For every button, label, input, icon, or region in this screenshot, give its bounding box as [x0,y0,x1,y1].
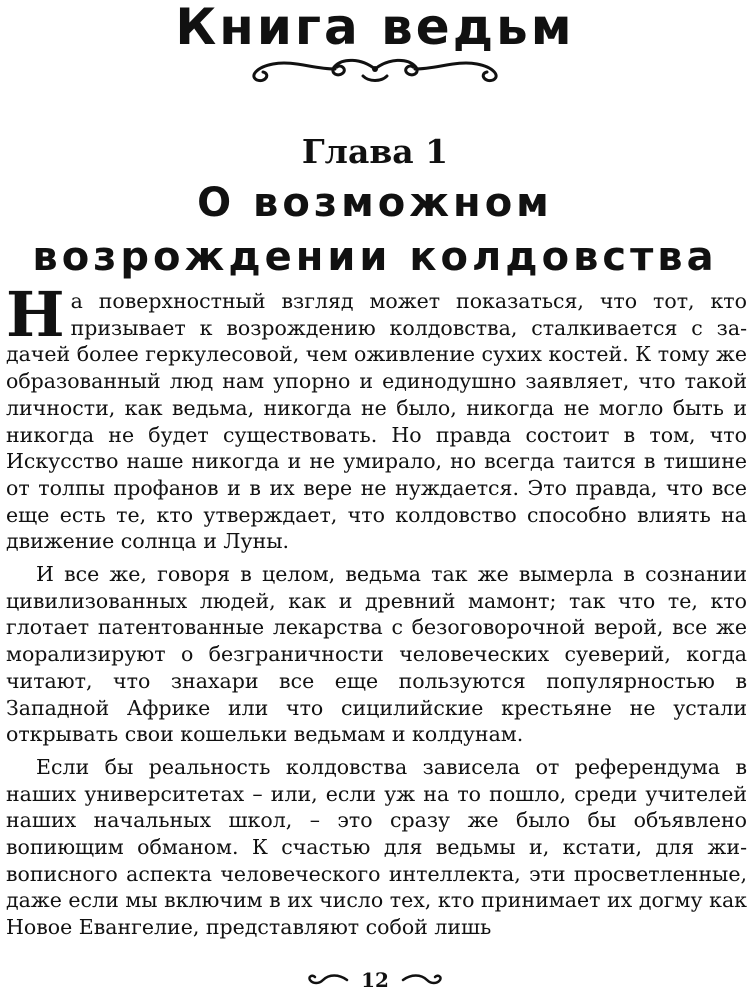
paragraph-3: Если бы реальность колдовства зависела от референдума в наших университетах – или, если уж на то пошло, среди учителей наших начальных школ, – это сразу же было бы объявлено вопиющим обманом. К счастью для ведьмы и, кстати, для живописного аспекта человеческого интеллекта, эти просветленные, даже если мы включим в их число тех, кто принимает их догму как Новое Евангелие, представляют собой лишь [6,754,747,940]
chapter-label: Глава 1 [301,132,449,171]
paragraph-1 [6,278,747,555]
footer-right-ornament [401,971,445,989]
chapter-title-line-2: возрождении колдовства [32,234,718,280]
footer-left-ornament [305,971,349,989]
page-number: 12 [361,968,389,992]
page-footer [0,965,750,995]
book-title: Книга ведьм [175,0,575,56]
title-flourish-ornament [243,52,507,86]
body-text [6,278,747,941]
chapter-title [0,176,750,284]
chapter-title-line-1: О возможном [197,180,553,226]
paragraph-1-text: а поверхностный взгляд может показаться, что тот, кто призывает к возрождению колдовства, сталкивается с задачей более геркулесовой, чем оживление сухих костей. К тому же образованный люд нам упорно и единодушно заявляет, что такой личности, как ведьма, никогда не было, никогда не могло быть и никогда не будет существовать. Но правда состоит в том, что Искусство наше никогда и не умирало, но всегда таится в тишине от толпы профанов и в их вере не нуждается. Это правда, что все еще есть те, кто утверждает, что колдовство способно влиять на движение солнца и Луны. [6,289,747,554]
paragraph-2: И все же, говоря в целом, ведьма так же вымерла в сознании цивилизованных людей, как и древний мамонт; так что те, кто глотает патентованные лекарства с безоговорочной верой, все же морализируют о безграничности человеческих суеверий, когда читают, что знахари все еще пользуются популярностью в Западной Африке или что сицилийские крестьяне не устали открывать свои кошельки ведьмам и колдунам. [6,562,747,747]
drop-cap: Н [6,278,65,351]
